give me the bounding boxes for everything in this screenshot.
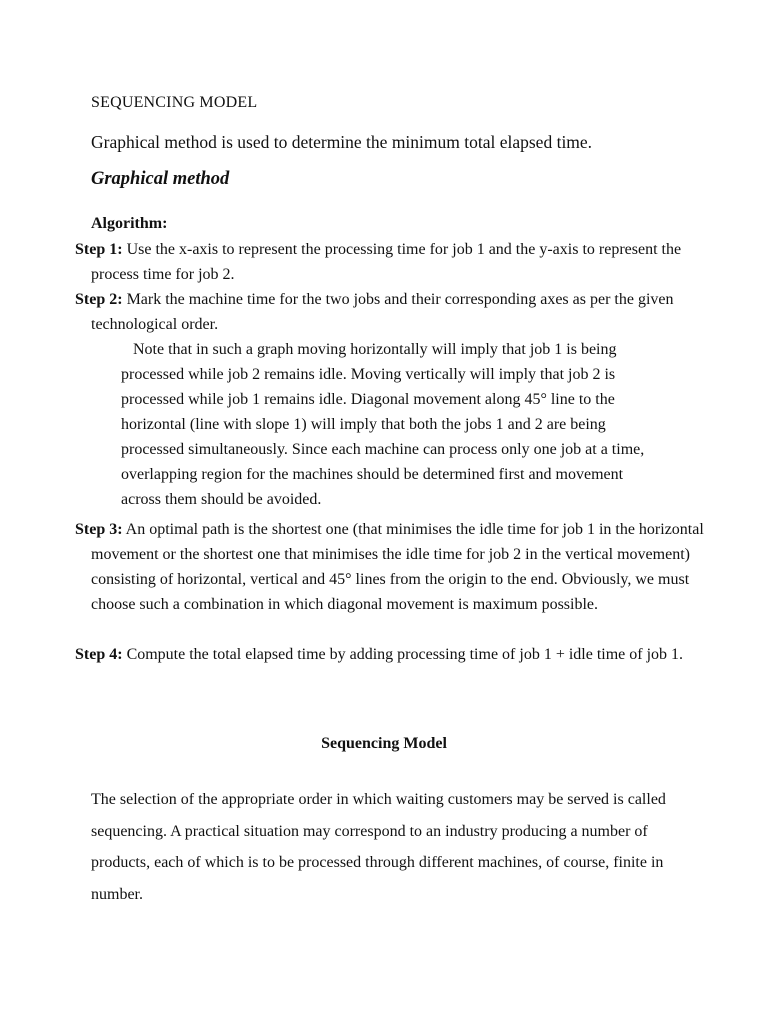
step-3 — [75, 517, 731, 617]
step-3-text: An optimal path is the shortest one (that minimises the idle time for job 1 in the horizontal movement or the shortest one that minimises the idle time for job 2 in the vertical movement) consisting of horizontal, vertical and 45° lines from the origin to the end. Obviously, we must choose such a combination in which diagonal movement is maximum possible. — [91, 521, 704, 613]
algorithm-label: Algorithm: — [91, 215, 168, 232]
step-3-label: Step 3: — [75, 521, 123, 538]
step-4-text: Compute the total elapsed time by adding processing time of job 1 + idle time of job 1. — [122, 646, 684, 663]
step-4 — [75, 642, 731, 667]
step-1-label: Step 1: — [75, 241, 123, 258]
step-4-label: Step 4: — [75, 646, 123, 663]
closing-paragraph: The selection of the appropriate order in which waiting customers may be served is called sequencing. A practical situation may correspond to an industry producing a number of products, each of which is to be processed through different machines, of course, finite in number. — [91, 791, 666, 903]
step-1-text: Use the x-axis to represent the processing time for job 1 and the y-axis to represent the process time for job 2. — [91, 241, 682, 283]
step-2-text: Mark the machine time for the two jobs and their corresponding axes as per the given technological order. — [91, 291, 674, 333]
step-2-note: Note that in such a graph moving horizontally will imply that job 1 is being processed while job 2 remains idle. Moving vertically will imply that job 2 is processed while job 1 remains idle. Diagonal movement along 45° line to the horizontal (line with slope 1) will imply that both the jobs 1 and 2 are being processed simultaneously. Since each machine can process only one job at a time, overlapping region for the machines should be determined first and movement across them should be avoided. — [121, 341, 645, 508]
step-2-label: Step 2: — [75, 291, 123, 308]
step-2 — [75, 287, 731, 337]
subheading: Graphical method — [91, 169, 230, 189]
step-1 — [75, 237, 731, 287]
document-heading: SEQUENCING MODEL — [91, 94, 258, 111]
intro-paragraph: Graphical method is used to determine the minimum total elapsed time. — [91, 132, 593, 152]
section-title: Sequencing Model — [321, 735, 447, 752]
